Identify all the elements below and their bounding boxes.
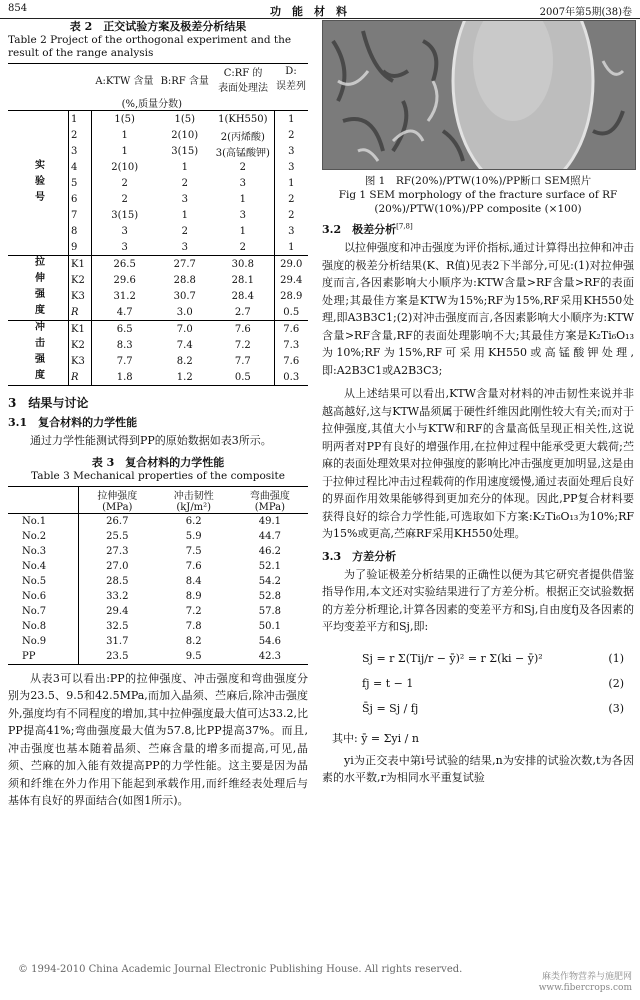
table-row [8,111,308,128]
table-cell: K3 [69,288,92,304]
running-header [0,0,640,19]
table-cell: 28.9 [274,288,308,304]
section-3-3-text: 为了验证极差分析结果的正确性以便为其它研究者提供借鉴指导作用,本文还对实验结果进行了方差分析。根据正交试验数据的方差分析理论,计算各因素的变差平方和Sj,自由度fj及各因素的平均变差平方和Sj,即: [322,567,634,633]
table-cell: 2(10) [111,161,139,173]
table-cell: 7.7 [234,355,251,367]
table-cell: 3 [181,193,188,205]
table-cell: 2(10) [171,129,199,141]
table-cell: 52.8 [258,590,282,602]
table-row [8,529,308,544]
table-cell: K1 [69,256,92,273]
equation-description: yi为正交表中第i号试验的结果,n为安排的试验次数,t为各因素的水平数,r为相同水平重复试验 [322,753,634,784]
table-cell: 1 [274,239,308,256]
table-cell: 3.0 [176,306,193,318]
table-cell: 1 [274,111,308,128]
t3-header-tensile: 拉伸强度 (MPa) [79,486,156,513]
table-cell: 30.8 [231,258,254,270]
table-cell: 7.2 [234,339,251,351]
table-cell: 2 [274,191,308,207]
table-cell: 3 [274,159,308,175]
table-cell: 1 [274,175,308,191]
table-cell: 3(15) [171,145,199,157]
table-cell: 28.5 [106,575,129,587]
table-row [8,619,308,634]
table-cell: R [69,304,92,321]
table-cell: 7 [69,207,92,223]
table-cell: 6.2 [185,515,202,527]
t2-header-c: C:RF 的 表面处理法 [218,68,269,94]
table-cell: 1.8 [116,371,133,383]
table-cell: 4.7 [116,306,133,318]
table-cell: 54.2 [258,575,282,587]
equation-3: S̄j = Sj / fj (3) [362,702,624,715]
section-3-2-text-b: 从上述结果可以看出,KTW含量对材料的冲击韧性来说并非越高越好,这与KTW晶须属于硬性纤维因此刚性较大有关;而对于拉伸强度,其值大小与KTW和RF的含量高低呈现正相关性,这说明两者对PP有良好的增强作用,在拉伸过程中能承受更大载荷;苎麻的表面处理效果对拉伸强度的影响比冲击强度更加明显,这是由于拉伸过程比冲击过程载荷的作用速度缓慢,通过表面处理后良好的界面作用效果能够得到更加充分的体现。因此,PP复合材料要获得良好的综合力学性能,可选取如下方案:K₂Ti₆O₁₃为10%;RF为15%或更高,苎麻RF采用KH550处理。 [322,387,634,540]
table-cell: 26.7 [106,515,129,527]
table-cell: 9.5 [156,649,232,665]
table-cell: 0.5 [274,304,308,321]
table-cell: 1 [239,193,246,205]
table-cell: 54.6 [258,635,282,647]
section-3-2-text-a: 以拉伸强度和冲击强度为评价指标,通过计算得出拉伸和冲击强度的极差分析结果(K、R值)见表2下半部分,可见:(1)对拉伸强度而言,各因素影响大小顺序为:KTW含量>RF含量>RF的表面处理;其最佳方案是KTW为15%;RF为15%,RF采用KH550处理,即A3B3C1;(2)对冲击强度而言,各因素影响大小顺序为:KTW含量>RF含量,RF的表面处理影响不大;其最佳方案是K₂Ti₆O₁₃为10%;RF为15%,RF可采用KH550或高锰酸钾处理,即:A2B3C1或A2B3C3; [322,241,634,377]
table-cell: 6.5 [116,323,133,335]
table-cell: 23.5 [79,649,156,665]
table-cell: 28.1 [231,274,254,286]
table-cell: 1 [181,209,188,221]
copyright-footer: © 1994-2010 China Academic Journal Electronic Publishing House. All rights reserved. [18,964,463,975]
issue-label: 2007年第5期(38)卷 [539,7,632,18]
table-cell: 1(5) [174,113,196,125]
table-cell: 1(KH550) [218,113,268,125]
table-cell: 50.1 [258,620,282,632]
figure1-caption-en: Fig 1 SEM morphology of the fracture surface of RF (20%)/PTW(10%)/PP composite (×100) [338,189,618,215]
equation-1: Sj = r Σ(Tij/r − ȳ)² = r Σ(ki − ȳ)² (1) [362,652,624,665]
table-cell: 1 [121,129,128,141]
table-cell: PP [8,649,79,665]
table-row [8,634,308,649]
table-cell: No.4 [8,559,79,574]
equation-2: fj = t − 1 (2) [362,677,624,690]
table-cell: 29.4 [106,605,129,617]
table-cell: 29.0 [274,256,308,273]
table-cell: 2(丙烯酸) [220,131,265,143]
table-row [8,604,308,619]
table-cell: 2 [239,241,246,253]
table-cell: 3 [69,143,92,159]
table-cell: 28.8 [173,274,196,286]
table-cell: 7.6 [234,323,251,335]
table-cell: 8.2 [185,635,202,647]
table-cell: 3 [274,223,308,239]
table-cell: 8.9 [185,590,202,602]
table-cell: No.1 [8,513,79,529]
table-cell: 27.0 [106,560,129,572]
table-cell: 7.4 [176,339,193,351]
section-3-heading: 3 结果与讨论 [8,396,89,410]
table-cell: 2 [274,127,308,143]
table-cell: K2 [69,337,92,353]
table-cell: 52.1 [258,560,282,572]
t3-header-impact: 冲击韧性 (kJ/m²) [156,486,232,513]
equation-4: 其中: ȳ = Σyi / n [332,731,419,745]
t2-header-a: A:KTW 含量 [95,75,154,87]
table-cell: 1 [69,111,92,128]
table-row [8,574,308,589]
table-row [8,649,308,665]
sem-photo [322,20,636,170]
section-3-1-heading: 3.1 复合材料的力学性能 [8,416,138,429]
table-cell: 3(15) [111,209,139,221]
table-cell: No.6 [8,589,79,604]
table-cell: 7.2 [185,605,202,617]
table-cell: No.8 [8,619,79,634]
table-cell: No.2 [8,529,79,544]
table-cell: 5 [69,175,92,191]
table-cell: 2 [239,161,246,173]
table2-caption-en: Table 2 Project of the orthogonal experiment and the result of the range analysis [8,34,292,59]
table-cell: 3 [239,177,246,189]
table-cell: 2 [121,193,128,205]
table-cell: 30.7 [173,290,196,302]
table-cell: K3 [69,353,92,369]
table-cell: 7.6 [274,353,308,369]
section-3-2-heading: 3.2 极差分析[7,8] [322,222,413,236]
table-cell: 2 [181,225,188,237]
section-3-1-discussion: 从表3可以看出:PP的拉伸强度、冲击强度和弯曲强度分别为23.5、9.5和42.5MPa,而加入晶须、苎麻后,除冲击强度外,强度均有不同程度的增加,其中拉伸强度最大值可达33.2,比PP提高41%;弯曲强度最大值为57.8,比PP提高37%。而且,冲击强度也基本随着晶须、苎麻含量的增多而提高,可见,晶须、苎麻的加入能有效提高PP的力学性能。这主要是因为晶须和纤维在外力作用下能起到承载作用,而纤维经表处理后与基体有良好的界面结合(如图1所示)。 [8,671,308,807]
table-cell: 3(高锰酸钾) [215,147,270,159]
table-cell: K2 [69,272,92,288]
site-watermark: 麻类作物营养与施肥网 www.fibercrops.com [538,972,632,993]
table-cell: 7.5 [185,545,202,557]
table-cell: 2 [121,177,128,189]
equations [322,644,634,752]
table-cell: 9 [69,239,92,256]
table-cell: 7.6 [185,560,202,572]
table-cell: 6 [69,191,92,207]
page-number: 854 [8,3,28,14]
table-cell: 44.7 [258,530,282,542]
table-row [8,513,308,529]
table-cell: 8 [69,223,92,239]
table-cell: 3 [181,241,188,253]
table-cell: No.9 [8,634,79,649]
table-cell: 7.0 [176,323,193,335]
right-column [322,20,634,787]
table-cell: 31.7 [106,635,129,647]
table-cell: 8.2 [176,355,193,367]
table-cell: 42.3 [232,649,308,665]
table-cell: 3 [274,143,308,159]
table-cell: 2 [274,207,308,223]
table-cell: 7.8 [185,620,202,632]
table-cell: No.5 [8,574,79,589]
table-row [8,544,308,559]
table-cell: 8.3 [116,339,133,351]
table-row [8,589,308,604]
table-row [8,321,308,338]
side-label-experiment: 实验号 [8,111,69,256]
section-3-1-text: 通过力学性能测试得到PP的原始数据如表3所示。 [30,434,272,447]
table-cell: 0.5 [234,371,251,383]
table-cell: 26.5 [113,258,136,270]
table-cell: 3 [121,225,128,237]
table-cell: 1(5) [114,113,135,125]
table-cell: 49.1 [258,515,282,527]
table-cell: No.3 [8,544,79,559]
table-cell: 2 [181,177,188,189]
table-row [8,256,308,273]
side-label-tensile: 拉伸强度 [8,256,69,321]
figure1-caption-cn: 图 1 RF(20%)/PTW(10%)/PP断口 SEM照片 [364,175,592,187]
table-cell: 0.3 [274,369,308,386]
table-cell: 1.2 [176,371,193,383]
table-cell: 8.4 [185,575,202,587]
side-label-impact: 冲击强度 [8,321,69,386]
table-cell: 4 [69,159,92,175]
t2-unit: (%,质量分数) [92,94,213,111]
table-cell: 5.9 [185,530,202,542]
table2-caption-cn: 表 2 正交试验方案及极差分析结果 [69,20,247,33]
table-cell: 46.2 [258,545,282,557]
table-cell: 1 [181,161,188,173]
t2-header-d: D: 误差列 [276,66,306,92]
journal-name: 功 能 材 料 [270,5,347,18]
table3-caption-cn: 表 3 复合材料的力学性能 [91,455,225,469]
table-cell: 2.7 [234,306,251,318]
table-cell: 3 [121,241,128,253]
table-cell: 2 [69,127,92,143]
table3 [8,486,308,665]
table-cell: 27.3 [106,545,129,557]
table-cell: 33.2 [106,590,129,602]
table-cell: R [69,369,92,386]
table-cell: K1 [69,321,92,338]
t2-header-b: B:RF 含量 [160,75,209,87]
table-cell: 27.7 [173,258,196,270]
t3-header-flexural: 弯曲强度 (MPa) [232,486,308,513]
table-cell: 29.4 [274,272,308,288]
table-cell: 7.7 [116,355,133,367]
table3-caption-en: Table 3 Mechanical properties of the composite [31,469,285,482]
table-cell: No.7 [8,604,79,619]
table-cell: 25.5 [106,530,129,542]
table-row [8,559,308,574]
table-cell: 28.4 [231,290,254,302]
table2 [8,63,308,386]
table-cell: 7.6 [274,321,308,338]
table-cell: 1 [239,225,246,237]
sem-image [323,21,635,169]
table-cell: 3 [239,209,246,221]
table-cell: 29.6 [113,274,136,286]
table-cell: 57.8 [258,605,282,617]
left-column [8,20,308,810]
section-3-3-heading: 3.3 方差分析 [322,549,397,563]
table-cell: 31.2 [113,290,136,302]
table-cell: 7.3 [274,337,308,353]
table-cell: 1 [121,145,128,157]
table-cell: 32.5 [106,620,129,632]
